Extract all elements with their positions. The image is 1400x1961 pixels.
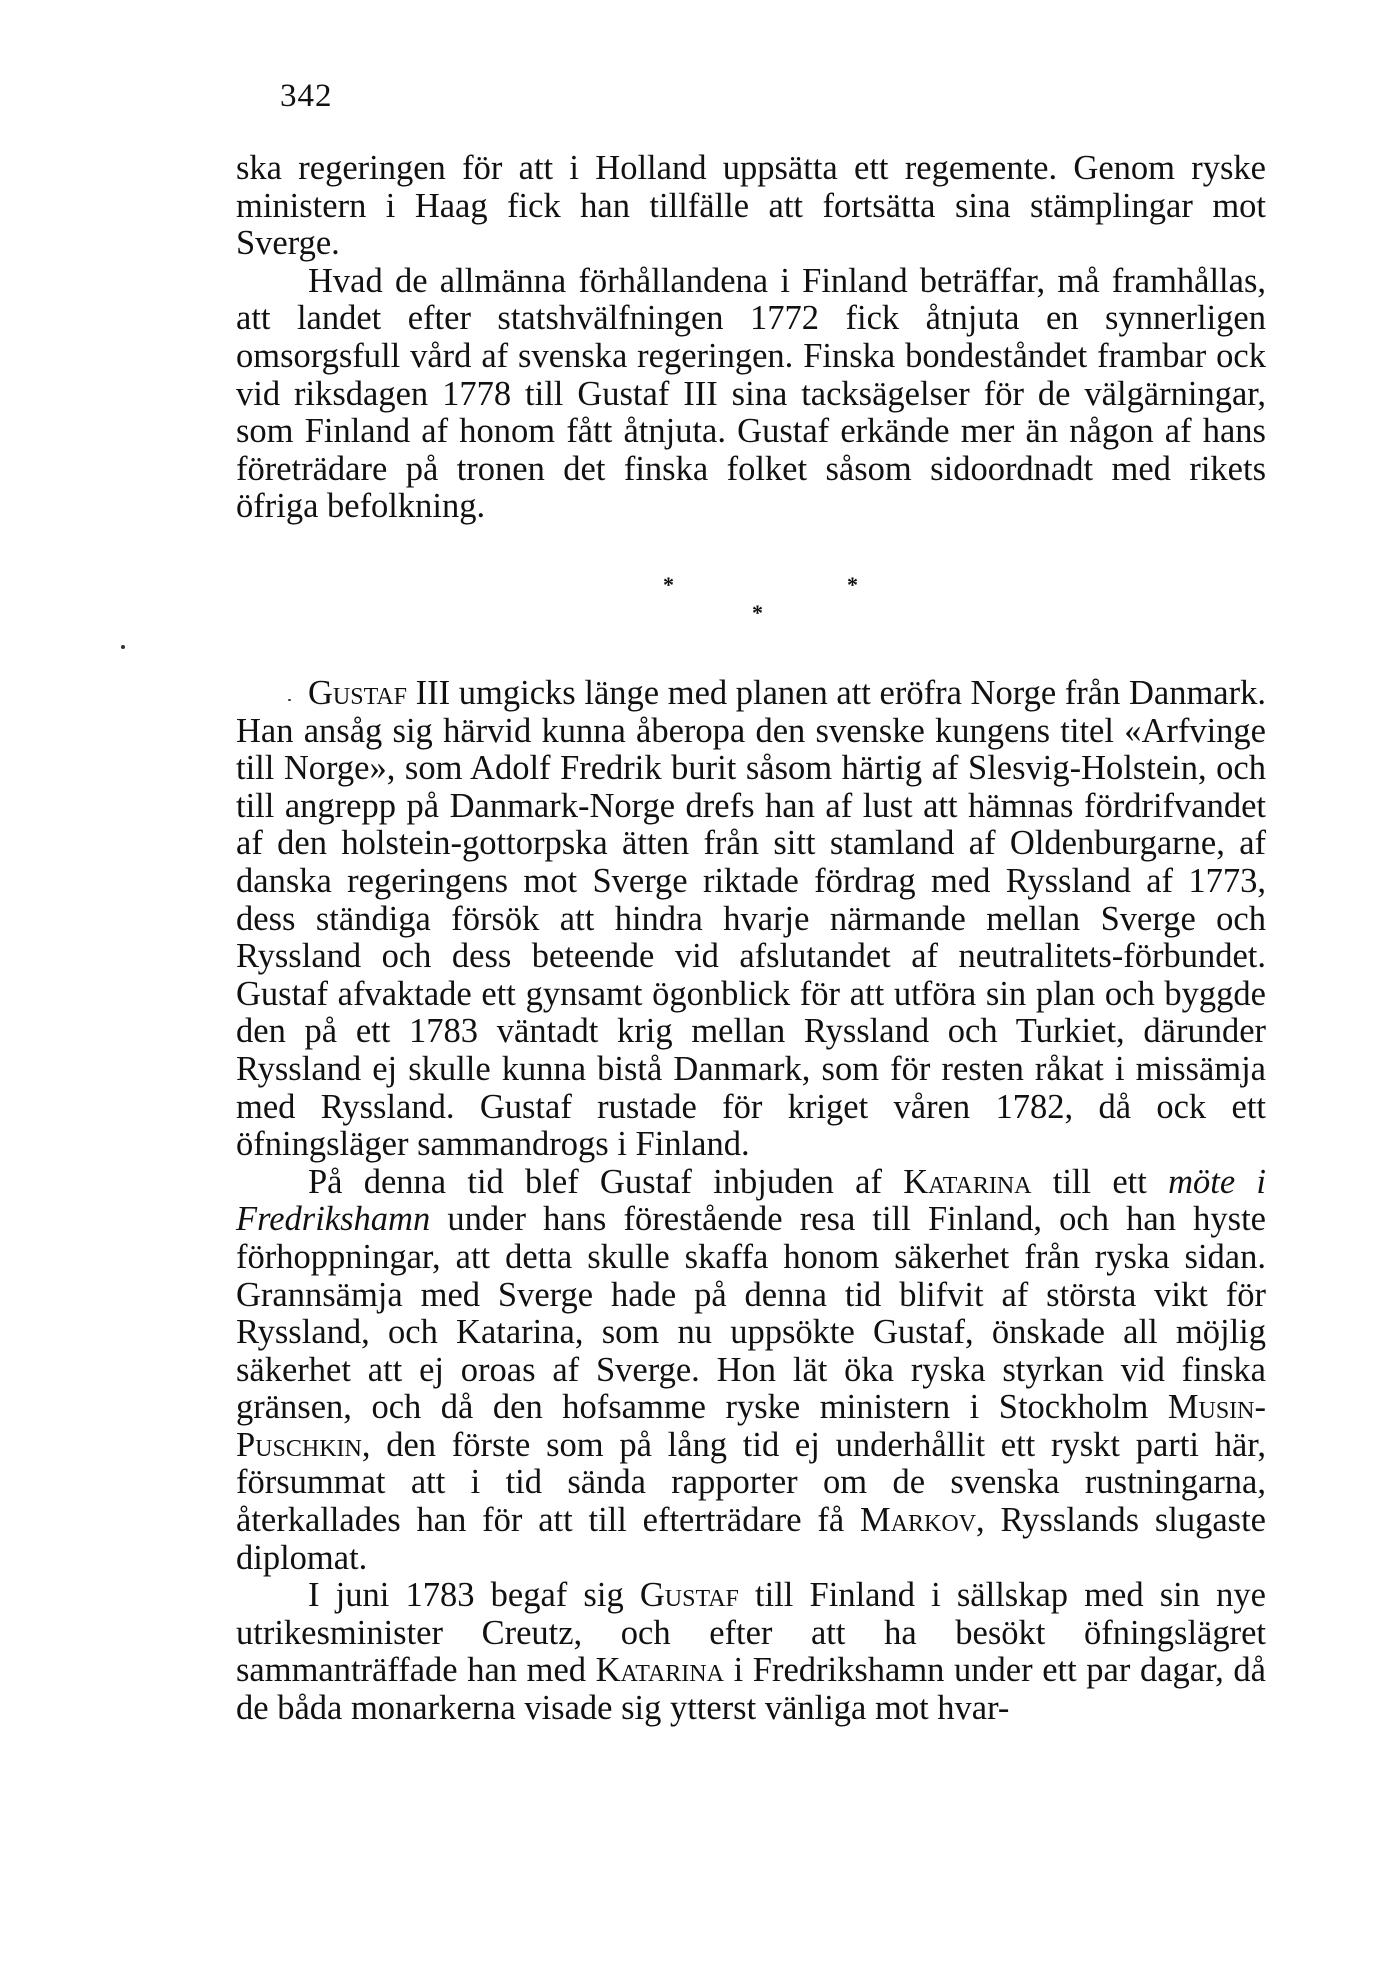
paragraph: ska regeringen för att i Holland uppsätta ett regemente. Genom ryske ministern i Haag fick han tillfälle att fortsätta sina stämplingar mot Sverge. xyxy=(236,149,1266,263)
paragraph xyxy=(236,1164,1266,1578)
paragraph-text: till Finland i sällskap med sin nye utrikesminister Creutz, och efter att ha besökt öfningslägret sammanträffade han med xyxy=(236,1576,1266,1690)
paragraph xyxy=(236,1577,1266,1727)
paragraph-text: till ett xyxy=(1031,1162,1169,1201)
paragraph-text: III umgicks länge med planen att eröfra Norge från Danmark. Han ansåg sig härvid kunna åberopa den svenske kungens titel «Arfvinge till Norge», som Adolf Fredrik burit såsom härtig af Slesvig-Holstein, och till angrepp på Danmark-Norge drefs han af lust att hämnas fördrifvandet af den holstein-gottorpska ätten från sitt stamland af Oldenburgarne, af danska regeringens mot Sverge riktade fördrag med Ryssland af 1773, dess ständiga försök att hindra hvarje närmande mellan Sverge och Ryssland och dess beteende vid afslutandet af neutralitets-förbundet. Gustaf afvaktade ett gynsamt ögonblick för att utföra sin plan och byggde den på ett 1783 väntadt krig mellan Ryssland och Turkiet, därunder Ryssland ej skulle kunna bistå Danmark, som för resten råkat i missämja med Ryssland. Gustaf rustade för kriget våren 1782, då ock ett öfningsläger sammandrogs i Finland. xyxy=(236,674,1266,1164)
person-name: Katarina xyxy=(903,1162,1032,1201)
paragraph-text: , Rysslands slugaste diplomat. xyxy=(236,1501,1266,1577)
separator-asterisk: * xyxy=(752,600,763,625)
paragraph xyxy=(236,675,1266,1164)
paragraph-text: På denna tid blef Gustaf inbjuden af xyxy=(308,1162,904,1201)
separator-asterisk: * xyxy=(847,572,858,597)
paragraph-text: I juni 1783 begaf sig xyxy=(308,1576,640,1615)
text-section-1 xyxy=(236,150,1266,526)
print-speck xyxy=(121,645,125,649)
paragraph-text: under hans förestående resa till Finland, och han hyste förhoppningar, att detta skulle skaffa honom säkerhet från ryska sidan. Grannsämja med Sverge hade på denna tid blifvit af största vikt för Ryssland, och Katarina, som nu uppsökte Gustaf, önskade all möjlig säkerhet att ej oroas af Sverge. Hon lät öka ryska styrkan vid finska gränsen, och då den hofsamme ryske ministern i Stockholm xyxy=(236,1200,1266,1427)
paragraph: Hvad de allmänna förhållandena i Finland beträffar, må framhållas, att landet efter statshvälfningen 1772 fick åtnjuta en synnerligen omsorgsfull vård af svenska regeringen. Finska bondeståndet frambar ock vid riksdagen 1778 till Gustaf III sina tacksägelser för de välgärningar, som Finland af honom fått åtnjuta. Gustaf erkände mer än någon af hans företrädare på tronen det finska folket såsom sidoordnadt med rikets öfriga befolkning. xyxy=(236,261,1266,526)
person-name: Katarina xyxy=(595,1651,724,1690)
text-section-2 xyxy=(236,675,1266,1728)
paragraph-text: i Fredrikshamn under ett par dagar, då de båda monarkerna visade sig ytterst vänliga mot hvar- xyxy=(236,1651,1266,1728)
italic-phrase: möte i Fredrikshamn xyxy=(236,1162,1266,1239)
person-name: Musin-Puschkin xyxy=(236,1388,1266,1464)
person-name: Gustaf xyxy=(639,1576,739,1615)
paragraph-text: , den förste som på lång tid ej underhållit ett ryskt parti här, försummat att i tid sända rapporter om de svenska rustningarna, återkallades han för att till efterträdare få xyxy=(236,1425,1266,1540)
separator-asterisk: * xyxy=(663,572,674,597)
person-name: Gustaf xyxy=(308,674,408,712)
person-name: Markov xyxy=(860,1501,977,1540)
page-number: 342 xyxy=(280,78,333,114)
